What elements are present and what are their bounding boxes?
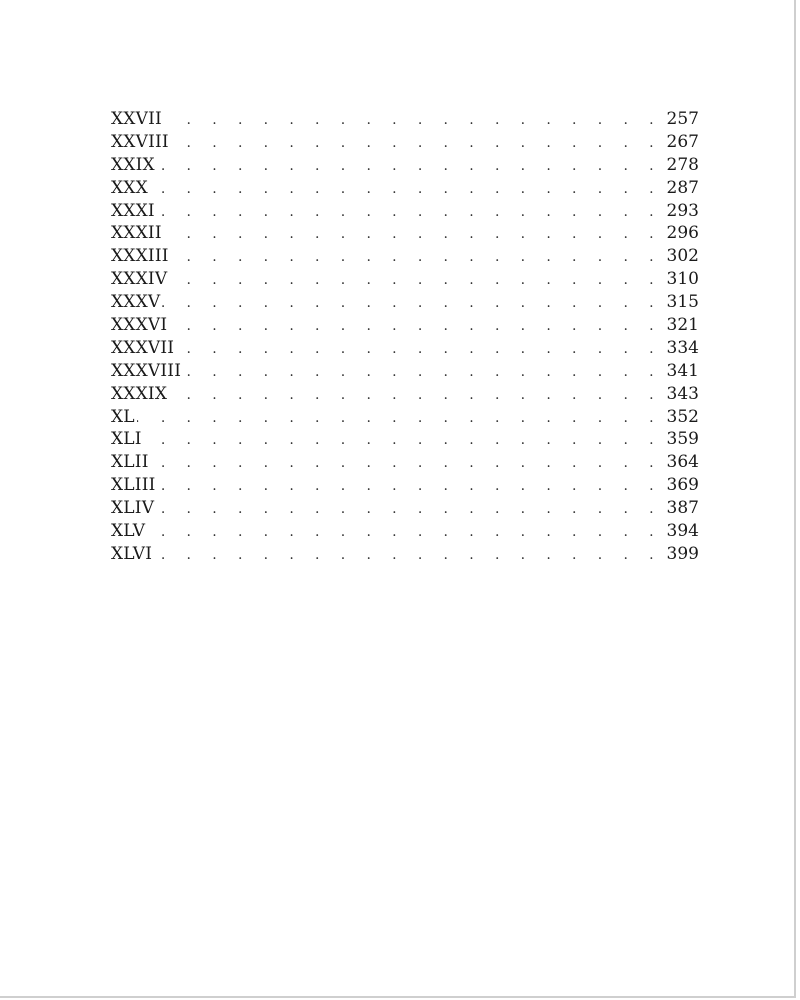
- dot-leader: [164, 223, 662, 246]
- chapter-label: XLIV: [111, 498, 155, 519]
- toc-entry[interactable]: [111, 314, 699, 337]
- page-number: 364: [666, 452, 699, 473]
- toc-entry[interactable]: [111, 520, 699, 543]
- dot-leader: [183, 361, 662, 384]
- dot-leader: [164, 109, 662, 132]
- toc-entry[interactable]: [111, 154, 699, 177]
- chapter-label: XXVII: [111, 109, 162, 129]
- toc-entry[interactable]: [111, 337, 699, 360]
- chapter-label: XXXIV: [111, 269, 168, 290]
- dot-leader: [156, 498, 662, 521]
- page-number: 267: [666, 131, 699, 152]
- toc-entry[interactable]: [111, 200, 699, 223]
- dot-leader: [171, 246, 662, 269]
- chapter-label: XXXIX: [111, 383, 168, 404]
- toc-entry[interactable]: [111, 497, 699, 520]
- toc-entry[interactable]: [111, 428, 699, 451]
- toc-entry[interactable]: [111, 222, 699, 245]
- toc-entry[interactable]: [111, 543, 699, 566]
- dot-leader: [157, 155, 662, 178]
- page-number: 334: [666, 337, 699, 358]
- toc-entry[interactable]: [111, 451, 699, 474]
- page-number: 310: [666, 269, 699, 290]
- chapter-label: XXXII: [111, 223, 162, 244]
- chapter-label: XXIX: [111, 154, 155, 175]
- toc-entry[interactable]: [111, 245, 699, 268]
- page-number: 352: [666, 406, 699, 427]
- page-number: 343: [666, 383, 699, 404]
- page-number: 302: [666, 246, 699, 267]
- dot-leader: [162, 292, 662, 315]
- chapter-label: XXXVII: [111, 337, 175, 358]
- toc-entry[interactable]: [111, 268, 699, 291]
- dot-leader: [169, 269, 662, 292]
- dot-leader: [150, 178, 662, 201]
- toc-entry[interactable]: [111, 108, 699, 131]
- dot-leader: [171, 132, 662, 155]
- toc-entry[interactable]: [111, 291, 699, 314]
- toc-entry[interactable]: [111, 131, 699, 154]
- page-number: 399: [666, 543, 699, 564]
- chapter-label: XLI: [111, 429, 142, 450]
- toc-entry[interactable]: [111, 360, 699, 383]
- toc-entry[interactable]: [111, 177, 699, 200]
- page-number: 341: [666, 360, 699, 381]
- page-number: 257: [666, 109, 699, 129]
- chapter-label: XXXIII: [111, 246, 169, 267]
- dot-leader: [137, 407, 662, 430]
- chapter-label: XLVI: [111, 543, 153, 564]
- chapter-label: XL: [111, 406, 135, 427]
- toc-entry[interactable]: [111, 406, 699, 429]
- chapter-label: XXXVI: [111, 315, 168, 336]
- chapter-label: XLIII: [111, 475, 156, 496]
- chapter-label: XXVIII: [111, 131, 169, 152]
- page-number: 287: [666, 177, 699, 198]
- page-number: 359: [666, 429, 699, 450]
- page-number: 321: [666, 315, 699, 336]
- chapter-label: XLII: [111, 452, 149, 473]
- page-number: 369: [666, 475, 699, 496]
- page-number: 293: [666, 200, 699, 221]
- chapter-label: XXXV: [111, 292, 161, 313]
- dot-leader: [147, 521, 662, 544]
- dot-leader: [157, 201, 662, 224]
- page-number: 387: [666, 498, 699, 519]
- chapter-label: XXXVIII: [111, 360, 182, 381]
- dot-leader: [151, 452, 662, 475]
- toc-entry[interactable]: [111, 474, 699, 497]
- chapter-label: XLV: [111, 521, 146, 542]
- page-number: 296: [666, 223, 699, 244]
- page-number: 315: [666, 292, 699, 313]
- chapter-label: XXXI: [111, 200, 155, 221]
- page-number: 278: [666, 154, 699, 175]
- dot-leader: [176, 338, 662, 361]
- dot-leader: [169, 384, 662, 407]
- dot-leader: [169, 315, 662, 338]
- chapter-label: XXX: [111, 177, 148, 198]
- dot-leader: [154, 544, 662, 567]
- toc-entry[interactable]: [111, 383, 699, 406]
- table-of-contents: [111, 108, 699, 566]
- dot-leader: [144, 429, 662, 452]
- dot-leader: [158, 475, 662, 498]
- page-number: 394: [666, 521, 699, 542]
